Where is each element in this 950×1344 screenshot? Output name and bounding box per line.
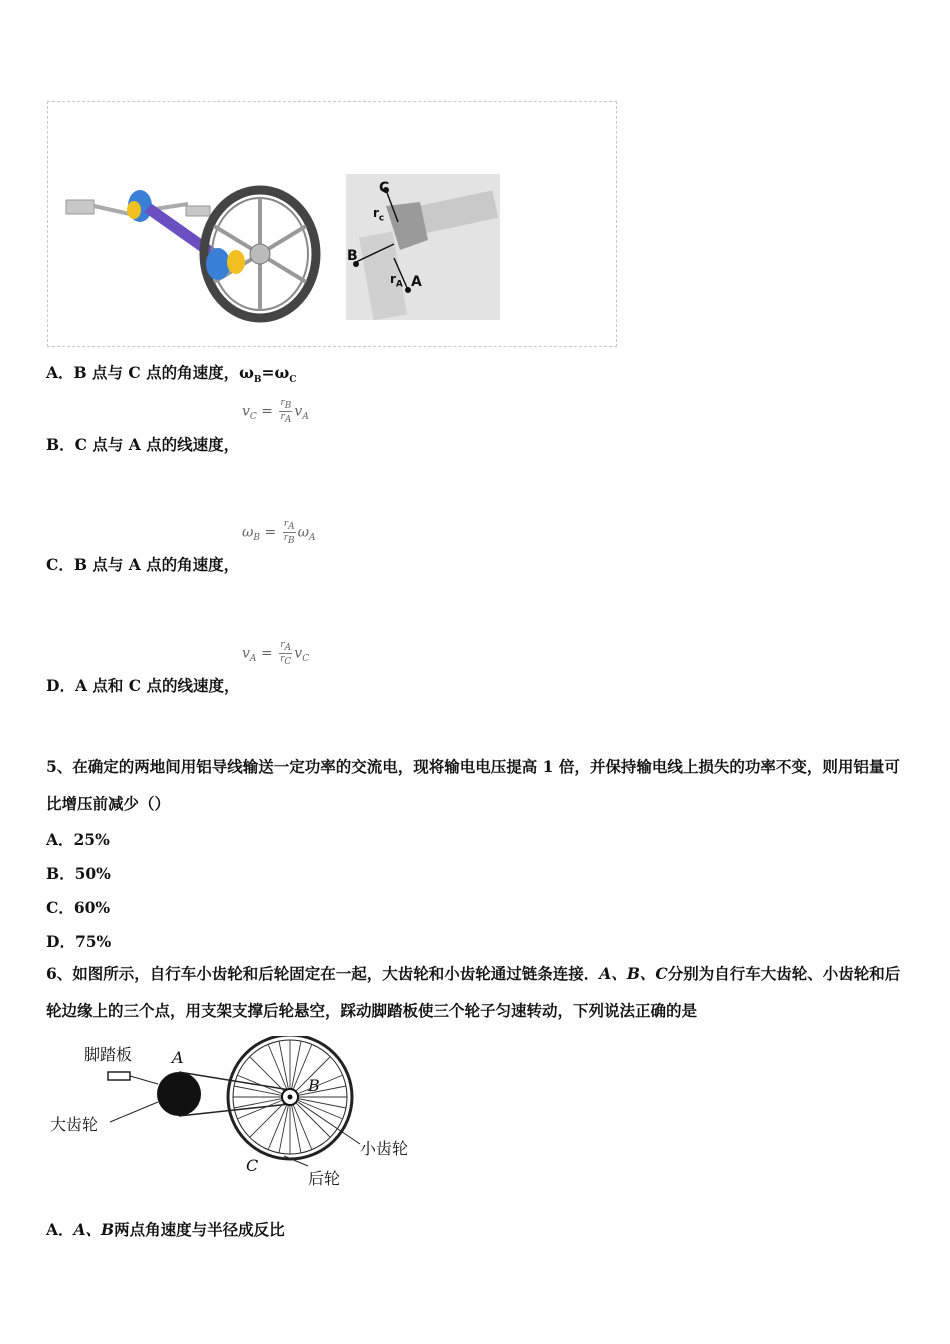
rear-gear-yellow [227, 250, 245, 274]
rear-gear-blue [206, 248, 230, 280]
gear-illustration-svg [48, 102, 616, 346]
q5-stem: 5、在确定的两地间用铝导线输送一定功率的交流电，现将输电电压提高 1 倍，并保持输电线上损失的功率不变，则用铝量可比增压前减少（） [46, 757, 900, 813]
q5-option-c: C．60% [46, 898, 111, 917]
gear-detail-inset [346, 174, 500, 320]
pedal [108, 1072, 130, 1080]
q4-option-b: B．C 点与 A 点的线速度， [46, 435, 240, 454]
q4-option-c-formula: $\omega_B$ = $\frac{r_A}{r_B}$ $\omega_A$ [242, 519, 316, 546]
label-ra: $r_A$ [390, 272, 403, 290]
q4-option-c: C．B 点与 A 点的角速度， [46, 555, 240, 574]
rear-wheel [228, 1036, 352, 1159]
label-point-B: B [308, 1076, 320, 1095]
label-rear-wheel: 后轮 [308, 1169, 341, 1188]
q4-option-a: A．B 点与 C 点的角速度，$\omega_B=\omega_C$ [46, 363, 297, 386]
pedal-left [66, 200, 130, 214]
q6-stem: 6、如图所示，自行车小齿轮和后轮固定在一起，大齿轮和小齿轮通过链条连接．A、B、C分别为自行车大齿轮、小齿轮和后轮边缘上的三个点，用支架支撑后轮悬空，踩动脚踏板使三个轮子匀速转动，下列说法正确的是 [46, 964, 901, 1020]
pedal-leader [130, 1076, 158, 1084]
label-point-A: A [172, 1048, 184, 1067]
label-C: C [379, 180, 390, 196]
big-gear [157, 1072, 201, 1116]
front-gear-yellow [127, 201, 141, 219]
q4-option-d: D．A 点和 C 点的线速度， [46, 676, 240, 695]
q6-option-a: A．A、B两点角速度与半径成反比 [46, 1220, 285, 1239]
q5-option-d: D．75% [46, 932, 112, 951]
q4-option-b-formula: $v_C$ = $\frac{r_B}{r_A}$ $v_A$ [242, 398, 309, 425]
label-B: B [347, 248, 358, 264]
label-rc: $r_c$ [373, 206, 385, 224]
q5-option-a: A．25% [46, 830, 110, 849]
figure-bicycle-drive [46, 1036, 426, 1194]
figure-gear-illustration [47, 101, 617, 347]
label-big-gear: 大齿轮 [50, 1115, 99, 1134]
label-A: A [411, 274, 422, 290]
q4-option-d-formula: $v_A$ = $\frac{r_A}{r_C}$ $v_C$ [242, 640, 310, 667]
big-gear-leader [110, 1102, 158, 1122]
label-point-C: C [246, 1156, 259, 1175]
label-small-gear: 小齿轮 [360, 1139, 409, 1158]
label-pedal: 脚踏板 [84, 1045, 133, 1064]
q5-option-b: B．50% [46, 864, 111, 883]
